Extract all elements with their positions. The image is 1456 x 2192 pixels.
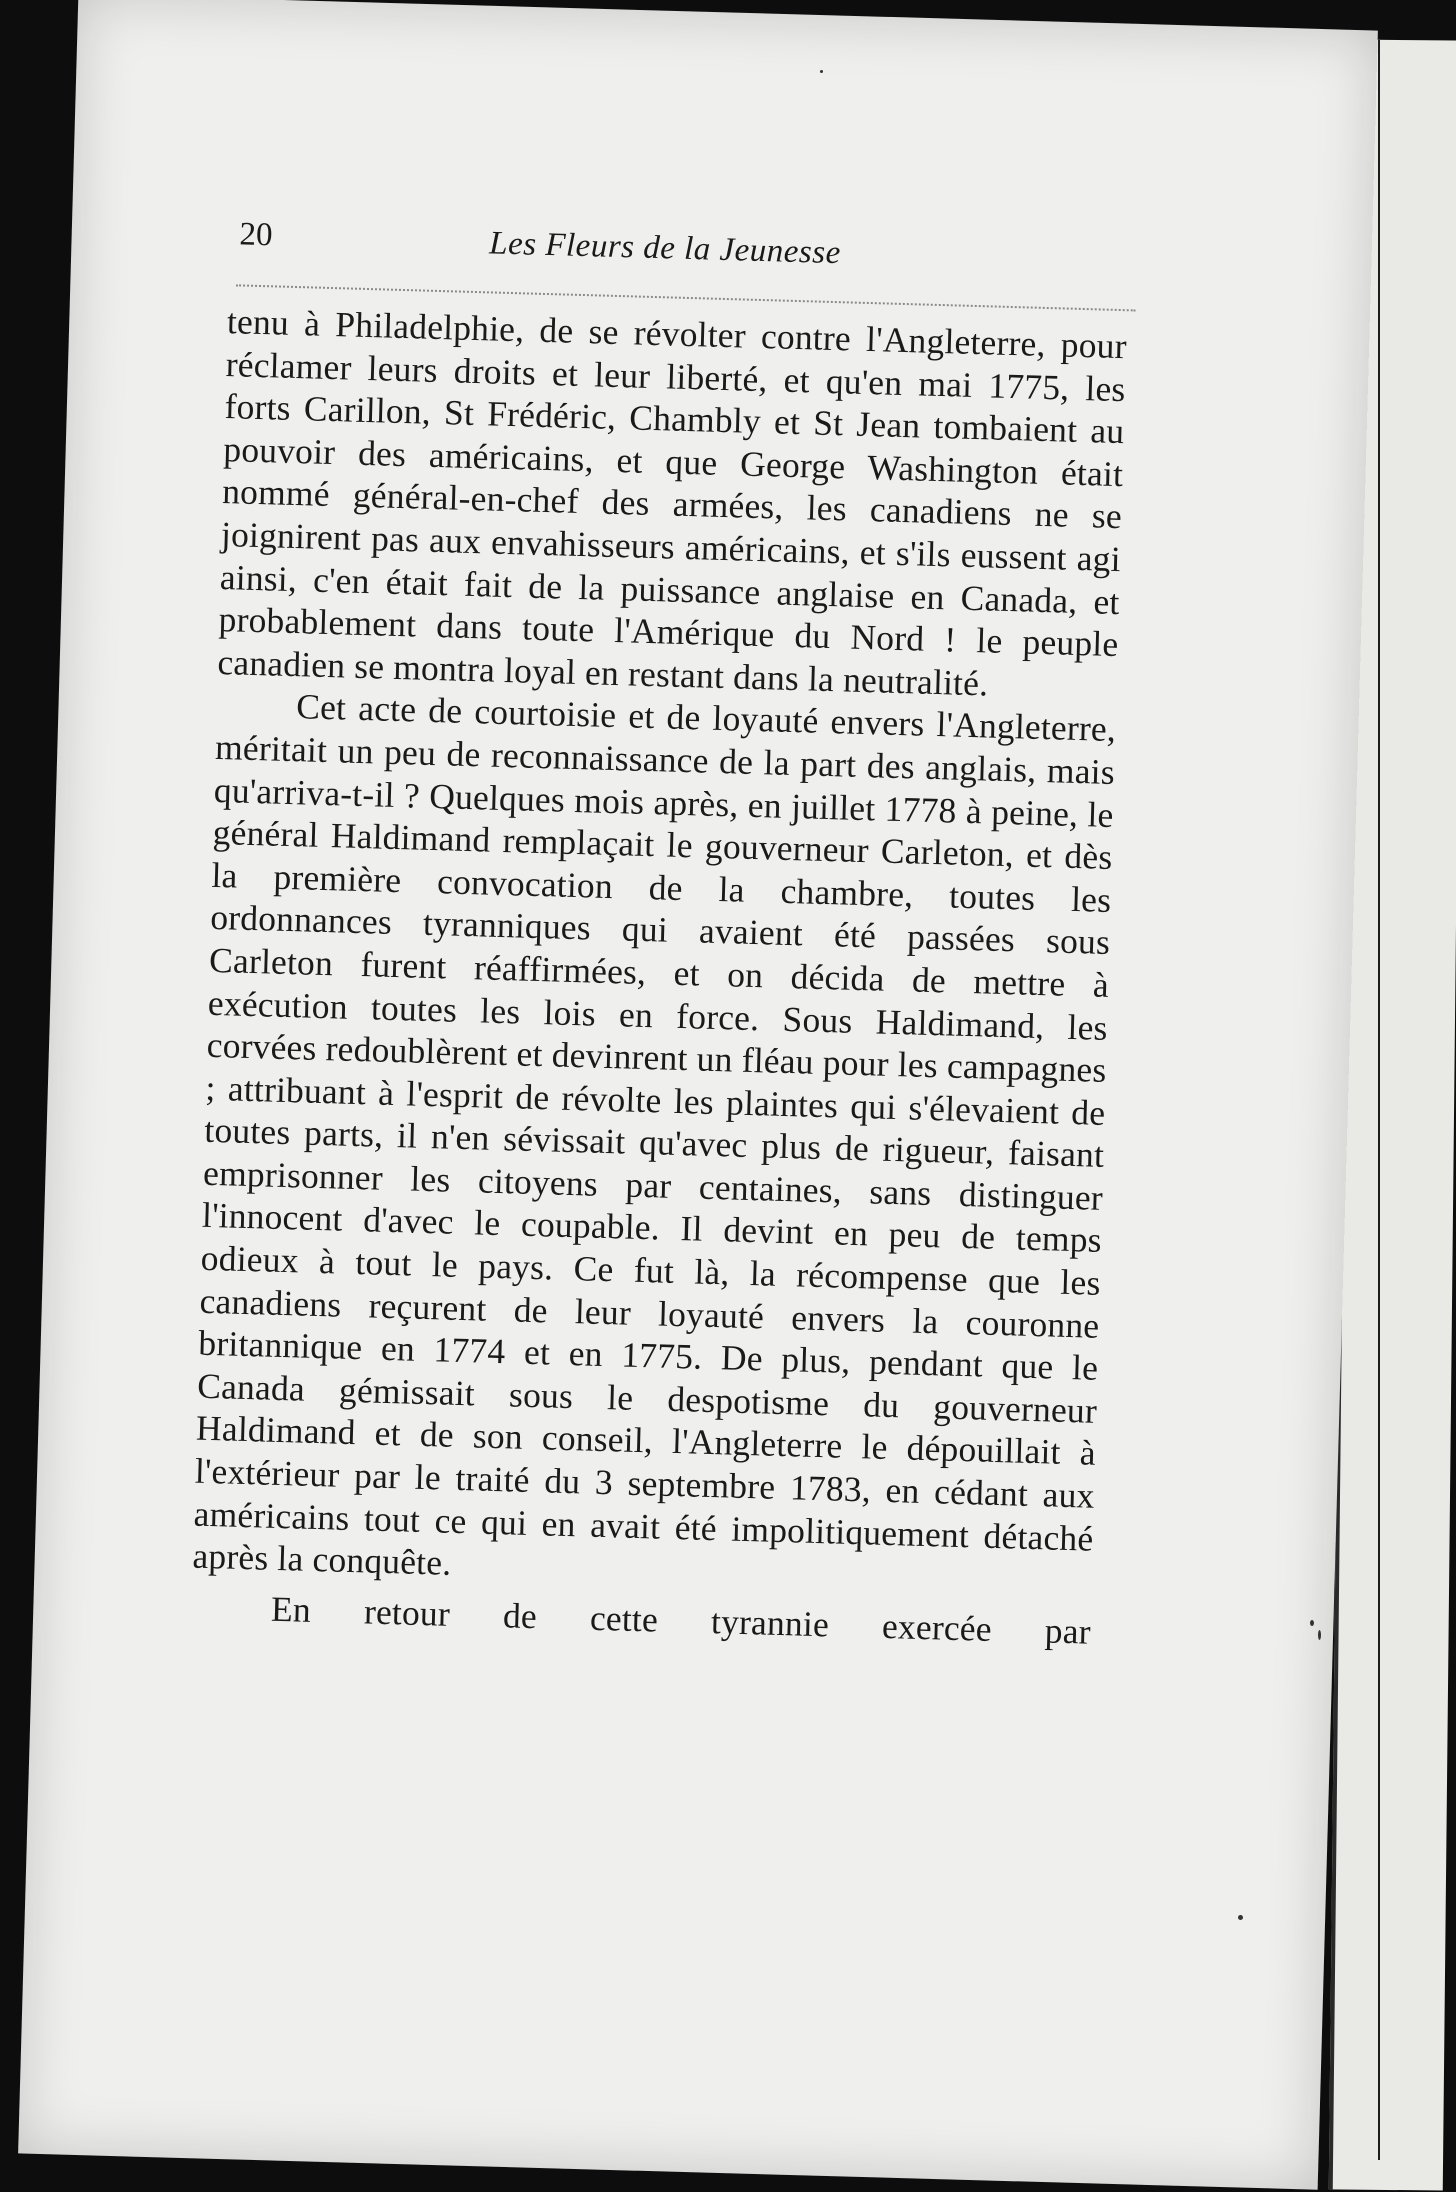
page-content [151, 215, 1150, 1654]
speck [1318, 1630, 1321, 1640]
page-number: 20 [238, 216, 273, 254]
paragraph-2: Cet acte de courtoisie et de loyauté envers l'Angleterre, méritait un peu de reconnaissance de la part des anglais, mais qu'arriva-t-il ? Quelques mois après, en juillet 1778 à peine, le général Haldimand remplaçait le gouverneur Carleton, et dès la première convocation de la chambre, toutes les ordonnances tyranniques qui avaient été passées sous Carleton furent réaffirmées, et on décida de mettre à exécution toutes les lois en force. Sous Haldimand, les corvées redoublèrent et devinrent un fléau pour les campagnes ; attribuant à l'esprit de révolte les plaintes qui s'élevaient de toutes parts, il n'en sévissait qu'avec plus de rigueur, faisant emprisonner les citoyens par centaines, sans distinguer l'innocent d'avec le coupable. Il devint en peu de temps odieux à tout le pays. Ce fut là, la récompense que les canadiens reçurent de leur loyauté envers la couronne britannique en 1774 et en 1775. De plus, pendant que le Canada gémissait sous le despotisme du gouverneur Haldimand et de son conseil, l'Angleterre le dépouillait à l'extérieur par le traité du 3 septembre 1783, en cédant aux américains tout ce qui en avait été impolitiquement détaché après la conquête. [192, 686, 1117, 1584]
body-text [191, 300, 1128, 1653]
paragraph-3: En retour de cette tyrannie exercée par [270, 1588, 1092, 1652]
speck [820, 70, 823, 73]
speck [1238, 1915, 1243, 1920]
paragraph-1: tenu à Philadelphie, de se révolter contre l'Angleterre, pour réclamer leurs droits et leur liberté, et qu'en mai 1775, les forts Carillon, St Frédéric, Chambly et St Jean tombaient au pouvoir des américains, et que George Washington était nommé général-en-chef des armées, les canadiens ne se joignirent pas aux envahisseurs américains, et s'ils eussent agi ainsi, c'en était fait de la puissance anglaise en Canada, et probablement dans toute l'Amérique du Nord ! le peuple canadien se montra loyal en restant dans la neutralité. [216, 301, 1128, 704]
speck [1310, 1620, 1314, 1626]
running-title: Les Fleurs de la Jeunesse [488, 225, 842, 272]
gutter-line [1378, 40, 1380, 2160]
